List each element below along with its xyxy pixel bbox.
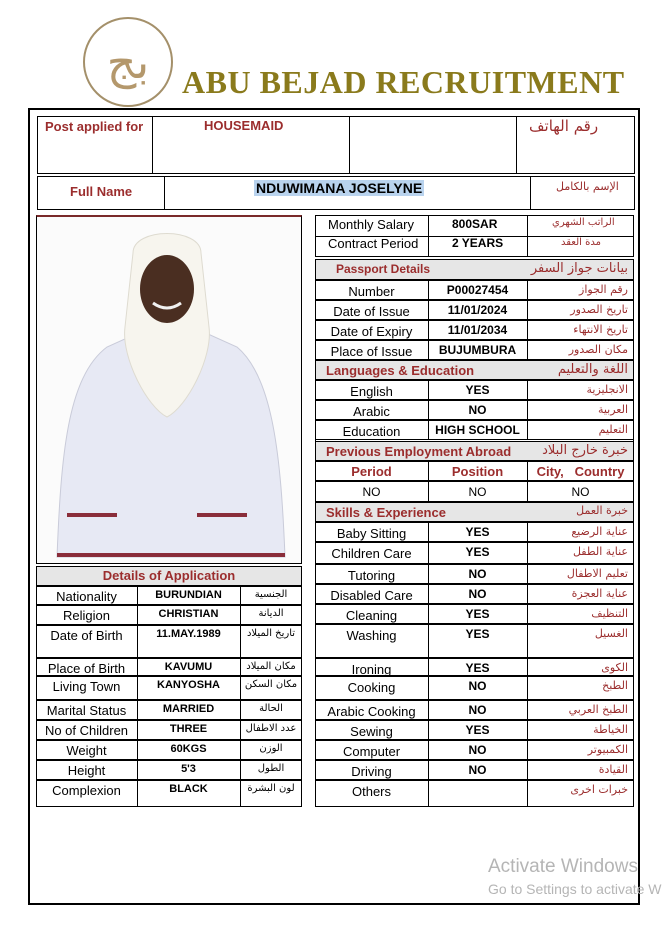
- app-marital-status-label-ar: الحالة: [259, 703, 283, 714]
- app-nationality-value: BURUNDIAN: [155, 589, 222, 601]
- skill-computer-label: Computer: [342, 744, 401, 759]
- skill-tutoring-value: NO: [468, 567, 487, 581]
- skill-driving-label-ar: القيادة: [598, 763, 628, 776]
- languages-title: Languages & Education: [326, 363, 475, 378]
- language-english-value: YES: [465, 383, 490, 397]
- passport-issue-date-value: 11/01/2024: [447, 303, 508, 317]
- skill-others-divider-a: [428, 780, 429, 807]
- post-label: Post applied for: [45, 119, 144, 134]
- app-no-of-children-label: No of Children: [44, 723, 129, 738]
- skill-baby-sitting-label-ar: عناية الرضيع: [571, 525, 628, 538]
- language-english-label-ar: الانجليزية: [586, 383, 628, 396]
- app-place-of-birth-divider-b: [240, 658, 241, 676]
- salary-label-ar: الراتب الشهري: [552, 217, 615, 228]
- passport-place-of-issue-divider-b: [527, 340, 528, 360]
- app-complexion-divider-b: [240, 780, 241, 807]
- post-value: HOUSEMAID: [204, 118, 284, 133]
- activate-windows-hint: Go to Settings to activate W: [488, 881, 662, 897]
- skill-cleaning-divider-b: [527, 604, 528, 624]
- employment-col-country: City, Country: [536, 464, 625, 479]
- skill-cooking-value: NO: [468, 679, 487, 693]
- skill-sewing-divider-b: [527, 720, 528, 740]
- employment-col-period: Period: [351, 464, 392, 479]
- passport-expiry-date-divider-b: [527, 320, 528, 340]
- employment-col-position: Position: [451, 464, 504, 479]
- skill-children-care-value: YES: [465, 545, 490, 559]
- skills-title-ar: خبرة العمل: [576, 504, 628, 517]
- language-english-label: English: [350, 384, 393, 399]
- app-date-of-birth-divider-b: [240, 625, 241, 658]
- full-name-value: NDUWIMANA JOSELYNE: [256, 180, 423, 196]
- app-weight-label: Weight: [66, 743, 107, 758]
- skill-washing-label-ar: الغسيل: [594, 627, 628, 640]
- skill-arabic-cooking-label-ar: الطبخ العربي: [568, 703, 628, 716]
- applicant-photo: [36, 215, 302, 564]
- skill-disabled-care-label: Disabled Care: [330, 588, 413, 603]
- passport-issue-date-label-ar: تاريخ الصدور: [570, 303, 628, 316]
- skill-arabic-cooking-label: Arabic Cooking: [327, 704, 416, 719]
- passport-number-label: Number: [348, 284, 395, 299]
- skill-ironing-value: YES: [465, 661, 490, 675]
- skill-children-care-label: Children Care: [331, 546, 412, 561]
- skill-arabic-cooking-divider-b: [527, 700, 528, 720]
- app-no-of-children-value: THREE: [169, 723, 208, 735]
- languages-title-ar: اللغة والتعليم: [557, 362, 628, 377]
- skill-computer-divider-b: [527, 740, 528, 760]
- skill-ironing-label-ar: الكوى: [601, 661, 628, 674]
- skill-driving-value: NO: [468, 763, 487, 777]
- app-date-of-birth-label-ar: تاريخ الميلاد: [246, 628, 296, 639]
- passport-number-label-ar: رقم الجواز: [579, 283, 628, 296]
- skill-tutoring-label: Tutoring: [347, 568, 396, 583]
- skill-computer-label-ar: الكمبيوتر: [587, 743, 628, 756]
- language-education-label-ar: التعليم: [598, 423, 628, 436]
- app-height-label-ar: الطول: [257, 763, 285, 774]
- app-religion-label: Religion: [63, 608, 110, 623]
- company-logo: [83, 17, 173, 107]
- app-religion-label-ar: الديانة: [258, 608, 284, 619]
- passport-place-of-issue-label-ar: مكان الصدور: [568, 343, 628, 356]
- skill-disabled-care-divider-b: [527, 584, 528, 604]
- app-nationality-label-ar: الجنسية: [254, 589, 288, 600]
- skill-driving-divider-b: [527, 760, 528, 780]
- app-nationality-label: Nationality: [56, 589, 117, 604]
- app-height-value: 5'3: [181, 763, 196, 775]
- app-nationality-divider-b: [240, 586, 241, 605]
- skill-cooking-label: Cooking: [347, 680, 396, 695]
- skill-sewing-label: Sewing: [350, 724, 393, 739]
- passport-expiry-date-value: 11/01/2034: [447, 323, 508, 337]
- passport-expiry-date-label-ar: تاريخ الانتهاء: [573, 323, 628, 336]
- skill-cleaning-value: YES: [465, 607, 490, 621]
- passport-number-divider-b: [527, 280, 528, 300]
- app-no-of-children-divider-b: [240, 720, 241, 740]
- app-marital-status-value: MARRIED: [162, 703, 215, 715]
- salary-label: Monthly Salary: [328, 217, 414, 232]
- employment-title: Previous Employment Abroad: [326, 444, 512, 459]
- skill-computer-value: NO: [468, 743, 487, 757]
- language-education-divider-b: [527, 420, 528, 440]
- company-name: ABU BEJAD RECRUITMENT: [182, 64, 625, 100]
- app-living-town-divider-b: [240, 676, 241, 700]
- app-date-of-birth-label: Date of Birth: [50, 628, 123, 643]
- skill-driving-label: Driving: [351, 764, 392, 779]
- language-arabic-label: Arabic: [353, 404, 390, 419]
- skill-children-care-label-ar: عناية الطفل: [572, 545, 628, 558]
- full-name-label: Full Name: [70, 184, 133, 199]
- language-arabic-value: NO: [468, 403, 487, 417]
- app-weight-divider-b: [240, 740, 241, 760]
- language-education-value: HIGH SCHOOL: [435, 423, 520, 437]
- skill-others-label: Others: [351, 784, 391, 799]
- activate-windows-watermark: Activate Windows: [488, 856, 638, 877]
- employment-country-value: NO: [571, 485, 590, 499]
- skill-baby-sitting-value: YES: [465, 525, 490, 539]
- application-title: Details of Application: [102, 568, 236, 583]
- language-education-label: Education: [342, 424, 401, 439]
- app-no-of-children-label-ar: عدد الاطفال: [245, 723, 297, 734]
- passport-place-of-issue-label: Place of Issue: [330, 344, 413, 359]
- contract-period-value: 2 YEARS: [452, 236, 504, 250]
- skill-baby-sitting-divider-b: [527, 522, 528, 542]
- passport-issue-date-label: Date of Issue: [333, 304, 410, 319]
- language-arabic-divider-b: [527, 400, 528, 420]
- passport-number-value: P00027454: [446, 283, 509, 297]
- skill-tutoring-divider-b: [527, 564, 528, 584]
- skill-washing-label: Washing: [346, 628, 397, 643]
- employment-position-value: NO: [468, 485, 487, 499]
- app-weight-value: 60KGS: [170, 743, 207, 755]
- passport-expiry-date-label: Date of Expiry: [330, 324, 413, 339]
- app-weight-label-ar: الوزن: [259, 743, 283, 754]
- app-religion-divider-b: [240, 605, 241, 625]
- skill-disabled-care-value: NO: [468, 587, 487, 601]
- skill-cleaning-label: Cleaning: [345, 608, 398, 623]
- employment-period-value: NO: [362, 485, 381, 499]
- app-living-town-value: KANYOSHA: [157, 679, 220, 691]
- skills-title: Skills & Experience: [326, 505, 446, 520]
- app-complexion-label: Complexion: [52, 783, 121, 798]
- skill-sewing-value: YES: [465, 723, 490, 737]
- contract-period-label: Contract Period: [328, 236, 419, 251]
- skill-cleaning-label-ar: التنظيف: [591, 607, 628, 620]
- app-height-label: Height: [67, 763, 106, 778]
- app-living-town-label: Living Town: [52, 679, 121, 694]
- language-english-divider-b: [527, 380, 528, 400]
- skill-others-divider-b: [527, 780, 528, 807]
- app-complexion-value: BLACK: [169, 783, 208, 795]
- skill-ironing-label: Ironing: [351, 662, 392, 677]
- full-name-label-ar: الإسم بالكامل: [556, 180, 619, 193]
- calligraphy-logo-icon: بج: [106, 35, 150, 89]
- passport-title: Passport Details: [336, 262, 431, 276]
- phone-label-ar: رقم الهاتف: [529, 117, 599, 135]
- skill-cooking-label-ar: الطبخ: [602, 679, 628, 692]
- skill-children-care-divider-b: [527, 542, 528, 564]
- passport-issue-date-divider-b: [527, 300, 528, 320]
- app-complexion-label-ar: لون البشرة: [247, 783, 295, 794]
- skill-tutoring-label-ar: تعليم الاطفال: [566, 567, 628, 580]
- passport-title-ar: بيانات جواز السفر: [530, 261, 628, 276]
- app-marital-status-label: Marital Status: [46, 703, 127, 718]
- employment-title-ar: خبرة خارج البلاد: [542, 443, 628, 458]
- app-place-of-birth-label-ar: مكان الميلاد: [246, 661, 296, 672]
- app-place-of-birth-value: KAVUMU: [164, 661, 213, 673]
- skill-washing-divider-b: [527, 624, 528, 658]
- passport-place-of-issue-value: BUJUMBURA: [438, 343, 517, 357]
- app-height-divider-b: [240, 760, 241, 780]
- app-marital-status-divider-b: [240, 700, 241, 720]
- skill-arabic-cooking-value: NO: [468, 703, 487, 717]
- skill-sewing-label-ar: الخياطة: [593, 723, 628, 736]
- app-religion-value: CHRISTIAN: [158, 608, 219, 620]
- language-arabic-label-ar: العربية: [597, 403, 628, 416]
- salary-value: 800SAR: [452, 217, 498, 231]
- contract-period-label-ar: مدة العقد: [561, 237, 601, 248]
- skill-ironing-divider-b: [527, 658, 528, 676]
- skill-others-label-ar: خبرات اخرى: [570, 783, 628, 796]
- app-place-of-birth-label: Place of Birth: [47, 661, 126, 676]
- skill-washing-value: YES: [465, 627, 490, 641]
- skill-baby-sitting-label: Baby Sitting: [336, 526, 407, 541]
- skill-disabled-care-label-ar: عناية العجزة: [571, 587, 628, 600]
- app-living-town-label-ar: مكان السكن: [244, 679, 298, 690]
- skill-cooking-divider-b: [527, 676, 528, 700]
- app-date-of-birth-value: 11.MAY.1989: [156, 628, 221, 640]
